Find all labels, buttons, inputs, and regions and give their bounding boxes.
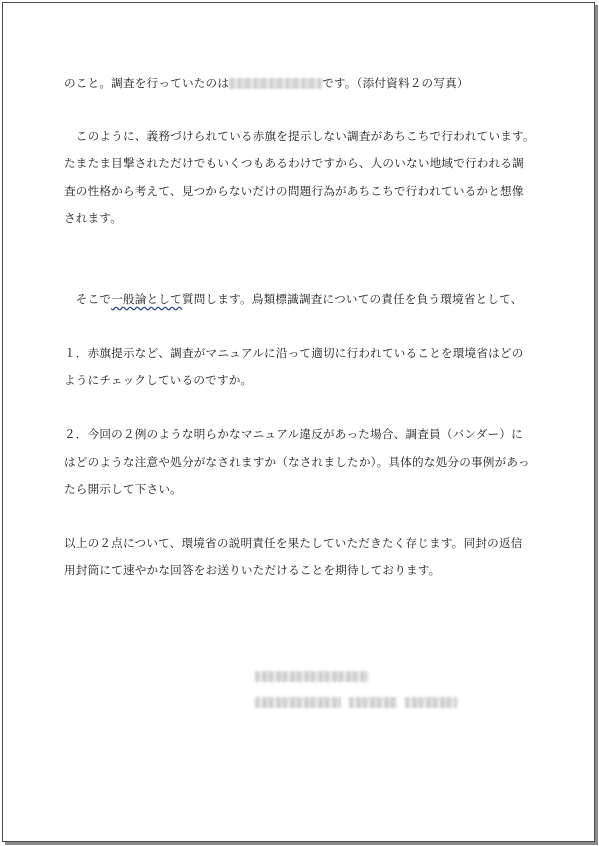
paragraph-line: たまたま目撃されただけでもいくつもあるわけですから、人のいない地域で行われる調 [64,156,524,170]
redacted-signature [405,697,457,708]
text-segment: 質問します。鳥類標識調査についての責任を負う環境省として、 [181,292,523,306]
closing-line: 用封筒にて速やかな回答をお送りいただけることを期待しております。 [64,563,441,577]
redacted-date [255,671,368,682]
text-segment: です。（添付資料２の写真） [322,76,469,90]
paragraph-line: されます。 [64,211,123,225]
paragraph-line: このように、義務づけられている赤旗を提示しない調査があちこちで行われています。 [64,129,535,143]
redacted-organization [255,697,341,708]
text-segment: のこと。調査を行っていたのは [64,76,230,90]
question-1-line: １．赤旗提示など、調査がマニュアルに沿って適切に行われていることを環境省はどの [64,346,524,360]
redacted-title [349,697,397,708]
closing-line: 以上の２点について、環境省の説明責任を果たしていただきたく存じます。同封の返信 [64,536,523,550]
question-2-line: ２．今回の２例のような明らかなマニュアル違反があった場合、調査員（バンダー）に [64,427,523,441]
paragraph-line [64,291,523,307]
text-segment: そこで [64,292,112,306]
paragraph-line [64,75,469,91]
question-2-line: はどのような注意や処分がなされますか（なされましたか）。具体的な処分の事例があっ [64,455,530,469]
spellcheck-underlined-text: 一般論として [111,292,182,306]
paragraph-line: 査の性格から考えて、見つからないだけの問題行為があちこちで行われているかと想像 [64,184,524,198]
redacted-name [229,78,322,89]
question-1-line: ようにチェックしているのですか。 [64,373,253,387]
question-2-line: たら開示して下さい。 [64,482,182,496]
